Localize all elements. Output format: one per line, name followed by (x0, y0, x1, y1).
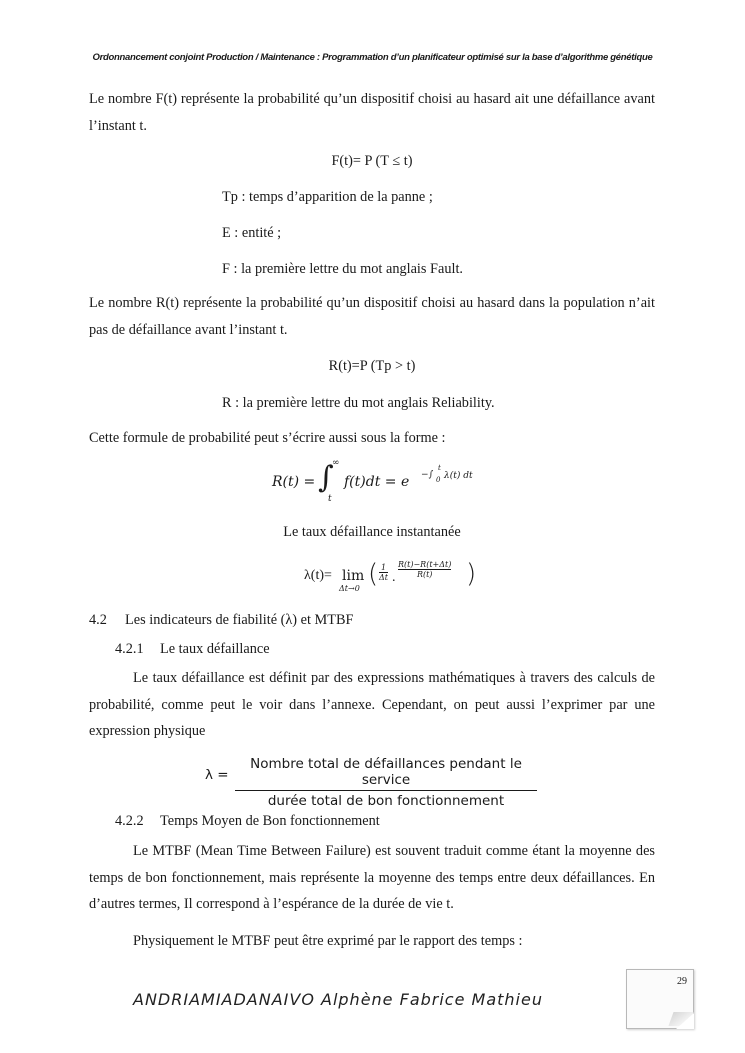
integral-upper: ∞ (332, 458, 340, 468)
frac1-den: Δt (379, 573, 388, 582)
integral-lhs: R(t) = (272, 474, 316, 490)
page-curl-icon (676, 1013, 694, 1029)
fraction-R (398, 560, 451, 579)
exponent-upper: t (438, 464, 441, 472)
definition-f: F : la première lettre du mot anglais Fault. (222, 261, 464, 277)
formula-F: F(t)= P (T ≤ t) (331, 153, 413, 169)
fraction-one-over-dt (379, 563, 388, 582)
physical-lhs: λ = (205, 767, 229, 783)
running-header: Ordonnancement conjoint Production / Maintenance : Programmation d’un planificateur optimisé sur la base d’algorithme génétique (92, 52, 653, 63)
definition-tp: Tp : temps d’apparition de la panne ; (222, 189, 433, 205)
author-name: ANDRIAMIADANAIVO Alphène Fabrice Mathieu (133, 990, 543, 1009)
integral-sign: ∫ (318, 460, 334, 495)
definition-e: E : entité ; (222, 225, 282, 241)
lambda-lhs: λ(t)= (304, 568, 332, 583)
section-4-2-2-number: 4.2.2 (115, 813, 144, 829)
paragraph-form: Cette formule de probabilité peut s’écrire aussi sous la forme : (89, 430, 446, 446)
left-paren: ( (368, 559, 379, 589)
right-paren: ) (466, 559, 477, 589)
integral-lower: t (328, 494, 332, 504)
lim-label: lim (342, 568, 365, 584)
exponent-body: λ(t) dt (444, 471, 473, 481)
lim-sub: Δt→0 (339, 584, 360, 593)
paragraph-taux: Le taux défaillance est définit par des expressions mathématiques à travers des calculs de probabilité, comme peut le voir dans l’annexe. Cependant, on peut aussi l’exprimer par une expression physique (89, 670, 655, 739)
paragraph-mtbf: Le MTBF (Mean Time Between Failure) est souvent traduit comme étant la moyenne des temps de bon fonctionnement, mais représente la moyenne des temps entre deux défaillances. En d’autres termes, Il correspond à l’espérance de la durée de vie t. (89, 843, 655, 912)
exponent-lower: 0 (436, 476, 441, 484)
page-number-box (626, 969, 694, 1029)
frac2-num: R(t)−R(t+Δt) (398, 560, 452, 569)
formula-integral (272, 458, 492, 508)
section-4-2-2 (115, 811, 380, 831)
section-4-2-2-title: Temps Moyen de Bon fonctionnement (160, 813, 380, 829)
section-4-2-1-title: Le taux défaillance (160, 641, 270, 657)
definition-r: R : la première lettre du mot anglais Reliability. (222, 395, 495, 411)
section-4-2 (89, 610, 353, 630)
physical-fraction (235, 756, 537, 809)
paragraph-R: Le nombre R(t) représente la probabilité qu’un dispositif choisi au hasard dans la population n’ait pas de défaillance avant l’instant t. (89, 295, 655, 338)
section-4-2-1 (115, 639, 270, 659)
paragraph-physique: Physiquement le MTBF peut être exprimé par le rapport des temps : (133, 933, 523, 949)
paragraph-F: Le nombre F(t) représente la probabilité qu’un dispositif choisi au hasard ait une défaillance avant l’instant t. (89, 91, 655, 134)
physical-den: durée total de bon fonctionnement (267, 793, 505, 809)
integral-body: f(t)dt = e (344, 474, 410, 490)
dot: . (392, 570, 396, 585)
frac2-den: R(t) (416, 570, 433, 579)
formula-R: R(t)=P (Tp > t) (328, 358, 416, 374)
caption-lambda: Le taux défaillance instantanée (283, 524, 461, 540)
section-4-2-1-number: 4.2.1 (115, 641, 144, 657)
formula-physical (205, 756, 545, 809)
exponent-sign: −∫ (421, 470, 434, 480)
section-4-2-title: Les indicateurs de fiabilité (λ) et MTBF (125, 612, 354, 628)
frac1-num: 1 (380, 563, 387, 572)
section-4-2-number: 4.2 (89, 612, 107, 628)
physical-num: Nombre total de défaillances pendant le service (235, 756, 537, 791)
page-number: 29 (677, 976, 687, 987)
formula-lambda (304, 558, 484, 598)
